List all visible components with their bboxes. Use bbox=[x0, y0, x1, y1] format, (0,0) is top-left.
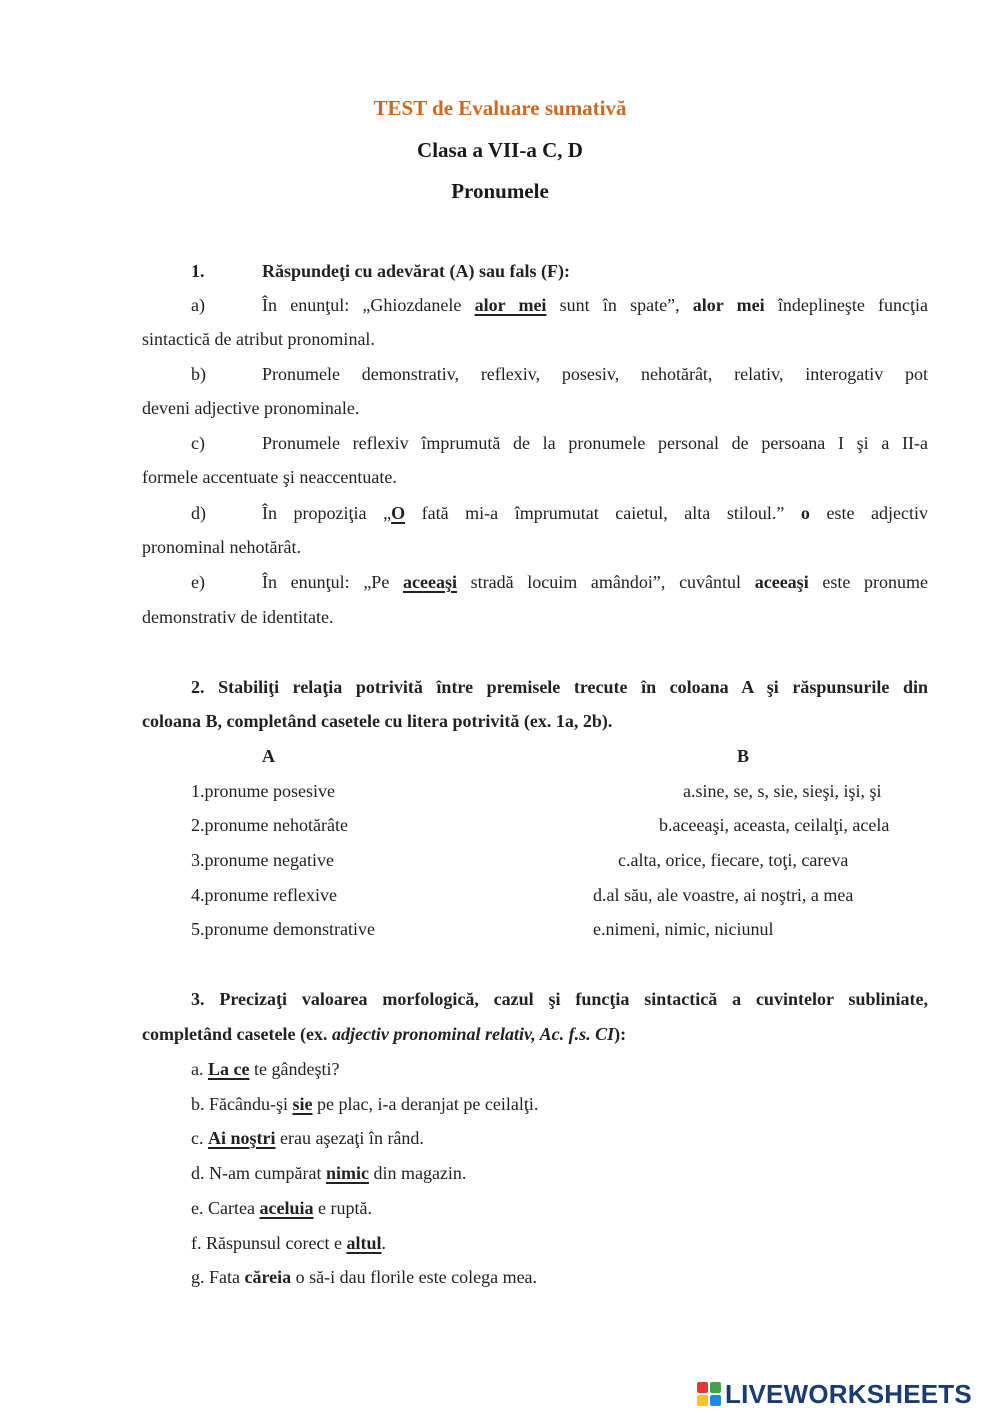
underlined-word: sie bbox=[292, 1094, 313, 1114]
class-line: Clasa a VII-a C, D bbox=[417, 138, 583, 162]
item-letter-a: a) bbox=[191, 295, 205, 315]
item-a-line: În enunţul: „Ghiozdanele alor mei sunt în spate”, alor mei îndeplineşte funcţia bbox=[262, 295, 929, 315]
underlined-word: nimic bbox=[325, 1163, 369, 1183]
section3-item: f. Răspunsul corect e altul. bbox=[191, 1233, 386, 1253]
liveworksheets-logo[interactable] bbox=[697, 1379, 972, 1409]
item-a-underlined: alor mei bbox=[474, 295, 547, 315]
section3-item: a. La ce te gândeşti? bbox=[191, 1059, 340, 1079]
logo-grid-icon bbox=[697, 1382, 721, 1406]
section2-heading-line1: 2. Stabiliţi relaţia potrivită între premisele trecute în coloana A şi răspunsurile din bbox=[191, 677, 928, 697]
column-b-item: a.sine, se, s, sie, sieşi, işi, şi bbox=[683, 781, 882, 801]
item-d-continuation: pronominal nehotărât. bbox=[142, 537, 301, 557]
item-d-underlined: O bbox=[391, 503, 406, 523]
column-a-item: 3.pronume negative bbox=[191, 850, 334, 870]
column-a-label: A bbox=[262, 746, 275, 766]
column-a-item: 2.pronume nehotărâte bbox=[191, 815, 348, 835]
column-b-item: b.aceeaşi, aceasta, ceilalţi, acela bbox=[659, 815, 890, 835]
item-letter-c: c) bbox=[191, 433, 205, 453]
section3-heading-line1: 3. Precizaţi valoarea morfologică, cazul şi funcţia sintactică a cuvintelor subliniate, bbox=[191, 989, 928, 1009]
underlined-word: aceluia bbox=[259, 1198, 314, 1218]
underlined-word: altul bbox=[346, 1233, 382, 1253]
section2-heading-line2: coloana B, completând casetele cu litera potrivită (ex. 1a, 2b). bbox=[142, 711, 613, 731]
section3-item: e. Cartea aceluia e ruptă. bbox=[191, 1198, 372, 1218]
item-e-line: În enunţul: „Pe aceeaşi stradă locuim amândoi”, cuvântul aceeaşi este pronume bbox=[262, 572, 929, 592]
item-letter-d: d) bbox=[191, 503, 206, 523]
column-b-item: c.alta, orice, fiecare, toţi, careva bbox=[618, 850, 849, 870]
section3-item: g. Fata căreia o să-i dau florile este colega mea. bbox=[191, 1267, 538, 1287]
column-b-label: B bbox=[737, 746, 750, 766]
item-letter-e: e) bbox=[191, 572, 205, 592]
column-a-item: 5.pronume demonstrative bbox=[191, 919, 375, 939]
topic-heading: Pronumele bbox=[451, 179, 549, 203]
item-letter-b: b) bbox=[191, 364, 206, 384]
item-a-continuation: sintactică de atribut pronominal. bbox=[142, 329, 375, 349]
section3-item: b. Făcându-şi sie pe plac, i-a deranjat pe ceilalţi. bbox=[191, 1094, 539, 1114]
item-c-line: Pronumele reflexiv împrumută de la pronumele personal de persoana I şi a II-a bbox=[262, 433, 928, 453]
column-b-item: d.al său, ale voastre, ai noştri, a mea bbox=[593, 885, 854, 905]
section3-item: c. Ai noştri erau aşezaţi în rând. bbox=[191, 1128, 424, 1148]
test-title: TEST de Evaluare sumativă bbox=[373, 96, 627, 120]
item-b-line: Pronumele demonstrativ, reflexiv, posesiv, nehotărât, relativ, interogativ pot bbox=[262, 364, 928, 384]
section3-item: d. N-am cumpărat nimic din magazin. bbox=[191, 1163, 467, 1183]
logo-text: LIVEWORKSHEETS bbox=[725, 1378, 972, 1409]
column-a-item: 1.pronume posesive bbox=[191, 781, 335, 801]
section1-heading: Răspundeţi cu adevărat (A) sau fals (F): bbox=[262, 261, 570, 281]
bold-word: căreia bbox=[244, 1267, 292, 1287]
item-e-continuation: demonstrativ de identitate. bbox=[142, 607, 334, 627]
item-c-continuation: formele accentuate şi neaccentuate. bbox=[142, 467, 397, 487]
section1-number: 1. bbox=[191, 261, 205, 281]
section3-heading-line2: completând casetele (ex. adjectiv pronominal relativ, Ac. f.s. CI): bbox=[142, 1024, 627, 1044]
column-a-item: 4.pronume reflexive bbox=[191, 885, 337, 905]
underlined-word: La ce bbox=[208, 1059, 250, 1079]
item-d-line: În propoziţia „O fată mi-a împrumutat caietul, alta stiloul.” o este adjectiv bbox=[262, 503, 928, 523]
column-b-item: e.nimeni, nimic, niciunul bbox=[593, 919, 774, 939]
item-e-underlined: aceeaşi bbox=[402, 572, 457, 592]
underlined-word: Ai noştri bbox=[208, 1128, 276, 1148]
item-b-continuation: deveni adjective pronominale. bbox=[142, 398, 360, 418]
